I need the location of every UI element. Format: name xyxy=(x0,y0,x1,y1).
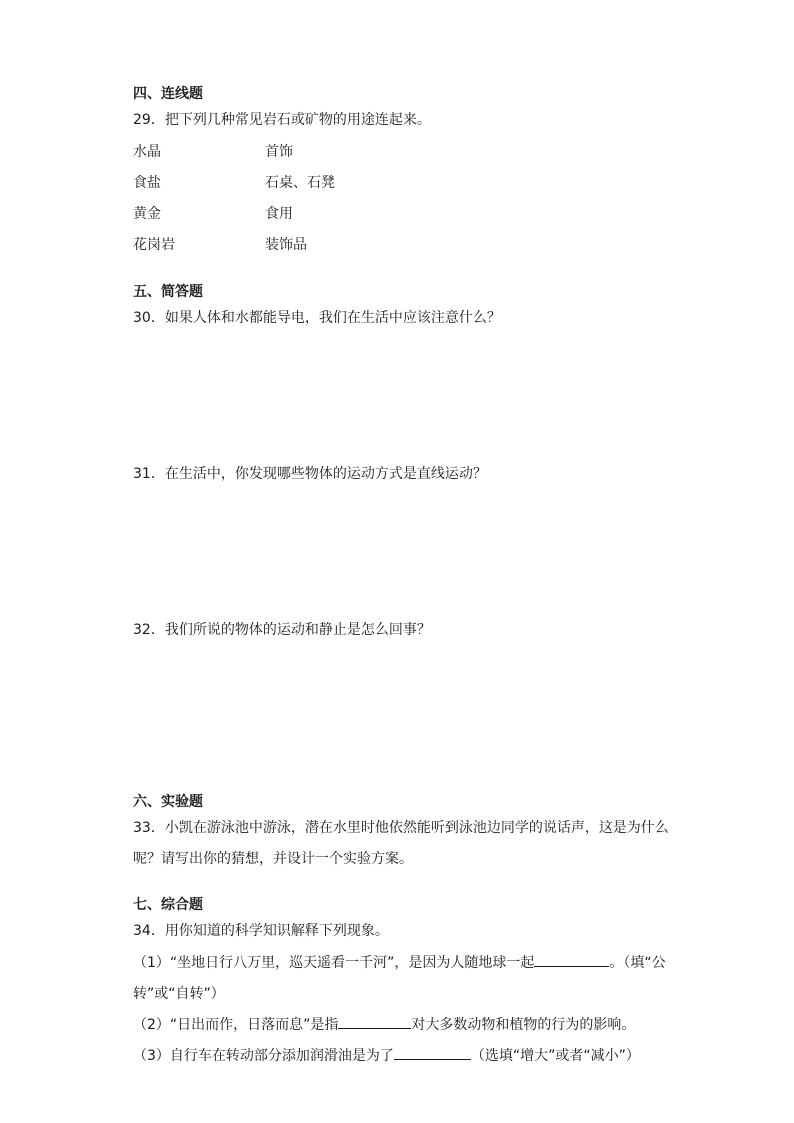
question-33-line1: 33．小凯在游泳池中游泳，潜在水里时他依然能听到泳池边同学的说话声，这是为什么 xyxy=(133,820,669,836)
question-34-item-1 xyxy=(133,952,666,972)
match-right-item: 食用 xyxy=(265,206,293,222)
section-heading-5: 五、简答题 xyxy=(133,284,203,300)
question-34-item-2 xyxy=(133,1014,635,1034)
question-29: 29．把下列几种常见岩石或矿物的用途连起来。 xyxy=(133,112,431,128)
answer-blank-2[interactable] xyxy=(338,1014,411,1029)
match-right-item: 装饰品 xyxy=(265,237,307,253)
match-right-item: 首饰 xyxy=(265,144,293,160)
question-34: 34．用你知道的科学知识解释下列现象。 xyxy=(133,923,389,939)
section-heading-6: 六、实验题 xyxy=(133,794,203,810)
question-31: 31．在生活中，你发现哪些物体的运动方式是直线运动？ xyxy=(133,466,487,482)
question-34-item-1-cont: 转”或“自转”） xyxy=(133,986,225,1002)
item-3-text: （3）自行车在转动部分添加润滑油是为了 xyxy=(133,1048,394,1064)
section-heading-7: 七、综合题 xyxy=(133,897,203,913)
match-left-item: 黄金 xyxy=(133,206,161,222)
match-right-item: 石桌、石凳 xyxy=(265,175,335,191)
item-1-text: （1）“坐地日行八万里，巡天遥看一千河”，是因为人随地球一起 xyxy=(133,955,535,971)
answer-blank-1[interactable] xyxy=(534,952,609,967)
match-left-item: 花岗岩 xyxy=(133,237,175,253)
item-2-text-end: 对大多数动物和植物的行为的影响。 xyxy=(411,1017,636,1033)
match-left-item: 水晶 xyxy=(133,144,161,160)
question-30: 30．如果人体和水都能导电，我们在生活中应该注意什么？ xyxy=(133,310,501,326)
answer-blank-3[interactable] xyxy=(394,1045,471,1060)
question-33-line2: 呢？请写出你的猜想，并设计一个实验方案。 xyxy=(133,851,413,867)
item-2-text: （2）“日出而作，日落而息”是指 xyxy=(133,1017,339,1033)
question-32: 32．我们所说的物体的运动和静止是怎么回事？ xyxy=(133,622,431,638)
question-34-item-3 xyxy=(133,1045,640,1065)
item-1-text-end: 。（填“公 xyxy=(609,955,666,971)
section-heading-4: 四、连线题 xyxy=(133,86,203,102)
item-3-text-end: （选填“增大”或者“减小”） xyxy=(470,1048,640,1064)
match-left-item: 食盐 xyxy=(133,175,161,191)
